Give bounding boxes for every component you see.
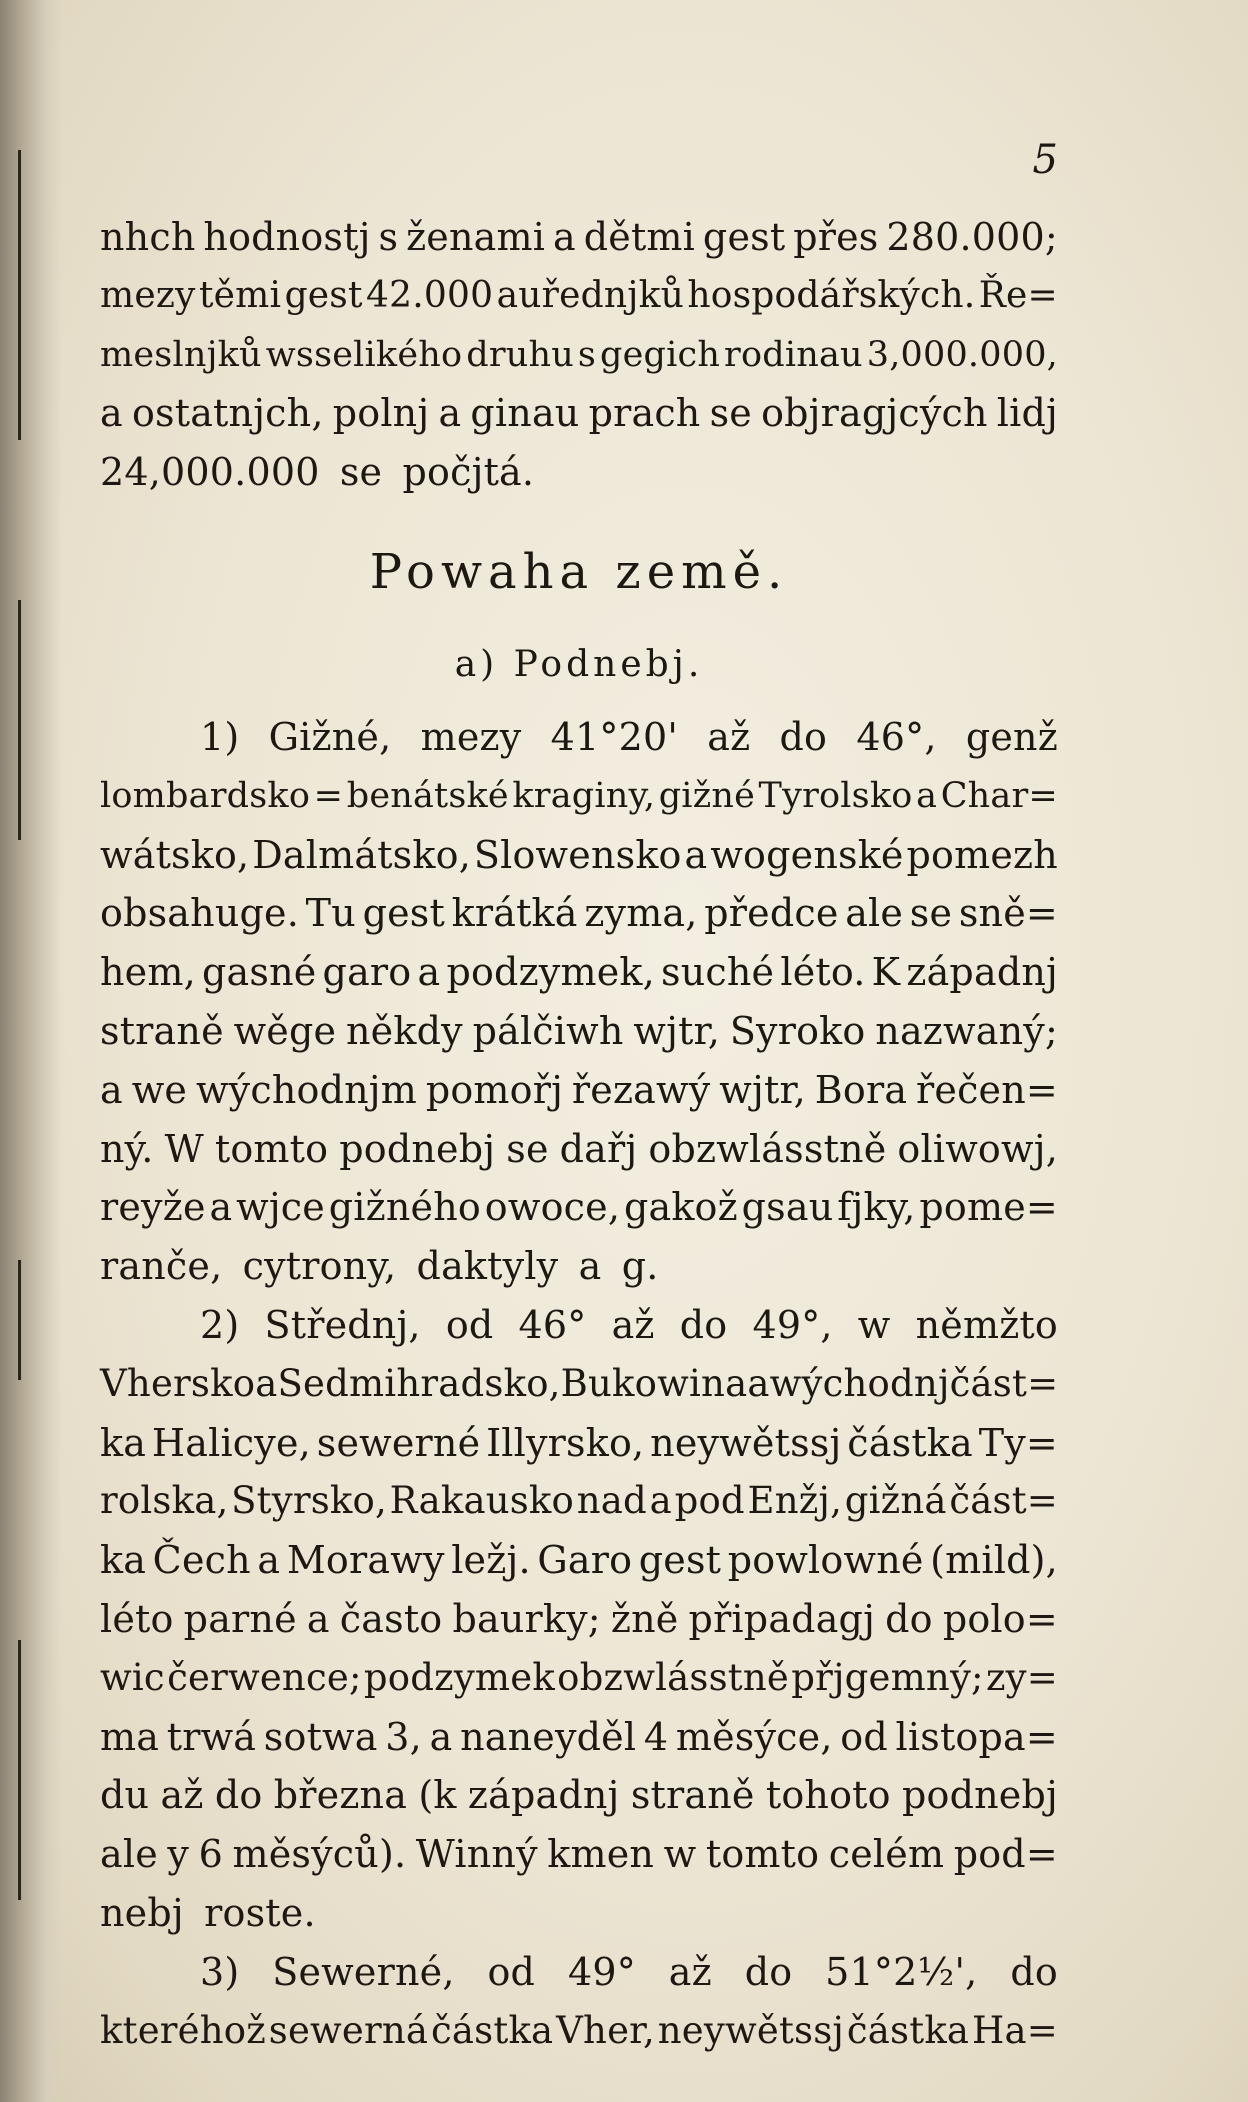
page-number: 5 [1032, 137, 1058, 183]
climate-north-paragraph [100, 1943, 1058, 2061]
text-line: ný. W tomto podnebj se dařj obzwlásstně oliwowj, [100, 1126, 1058, 1171]
text-block [100, 208, 1058, 2060]
text-line: rolska, Styrsko, Rakausko nad a pod Enžj, gižná část= [100, 1479, 1058, 1523]
text-line: ranče, cytrony, daktyly a g. [100, 1244, 659, 1289]
text-line: lombardsko = benátské kraginy, gižné Tyrolsko a Char= [100, 775, 1058, 816]
text-line: ale y 6 měsýců). Winný kmen w tomto celém pod= [100, 1832, 1058, 1877]
text-line: a ostatnjch, polnj a ginau prach se objragjcých lidj [100, 391, 1058, 436]
book-binding [0, 0, 62, 2102]
text-line: du až do března (k západnj straně tohoto podnebj [100, 1773, 1058, 1818]
text-line: a we wýchodnjm pomořj řezawý wjtr, Bora řečen= [100, 1067, 1058, 1112]
text-line: wátsko, Dalmátsko, Slowensko a wogenské pomezh [100, 832, 1058, 877]
text-line: ka Čech a Morawy ležj. Garo gest powlowné (mild), [100, 1538, 1058, 1583]
text-line: Vhersko a Sedmihradsko, Bukowina a wýchodnj část= [100, 1361, 1059, 1405]
climate-south-paragraph [100, 708, 1058, 1296]
text-line: nebj roste. [100, 1890, 316, 1935]
text-line: straně wěge někdy pálčiwh wjtr, Syroko nazwaný; [100, 1008, 1058, 1053]
text-line: 24,000.000 se počjtá. [100, 450, 535, 495]
text-line: mezy těmi gest 42.000 auřednjků hospodářských. Ře= [100, 274, 1058, 316]
text-line: 2) Střednj, od 46° až do 49°, w němžto [200, 1302, 1058, 1347]
climate-middle-paragraph [100, 1296, 1058, 1943]
section-heading: Powaha země. [369, 543, 789, 600]
intro-paragraph [100, 208, 1058, 502]
text-line: ma trwá sotwa 3, a naneyděl 4 měsýce, od listopa= [100, 1714, 1058, 1759]
text-line: wic čerwence; podzymek obzwlásstně přjgemný; zy= [100, 1655, 1058, 1699]
sub-heading: a) Podnebj. [454, 643, 704, 685]
text-line: nhch hodnostj s ženami a dětmi gest přes 280.000; [100, 215, 1058, 259]
text-line: obsahuge. Tu gest krátká zyma, předce ale se sně= [100, 891, 1058, 936]
text-line: 3) Sewerné, od 49° až do 51°2½', do [200, 1949, 1058, 1994]
text-line: reyže a wjce gižného owoce, gakož gsau fjky, pome= [100, 1185, 1058, 1230]
text-line: hem, gasné garo a podzymek, suché léto. K západnj [100, 950, 1058, 995]
text-line: ka Halicye, sewerné Illyrsko, neywětssj částka Ty= [100, 1420, 1058, 1465]
text-line: kteréhož sewerná částka Vher, neywětssj částka Ha= [100, 2008, 1058, 2052]
text-line: meslnjků wsselikého druhu s gegich rodinau 3,000.000, [100, 334, 1058, 375]
text-line: léto parné a často baurky; žně připadagj do polo= [100, 1596, 1058, 1641]
text-line: 1) Gižné, mezy 41°20' až do 46°, genž [200, 714, 1058, 759]
